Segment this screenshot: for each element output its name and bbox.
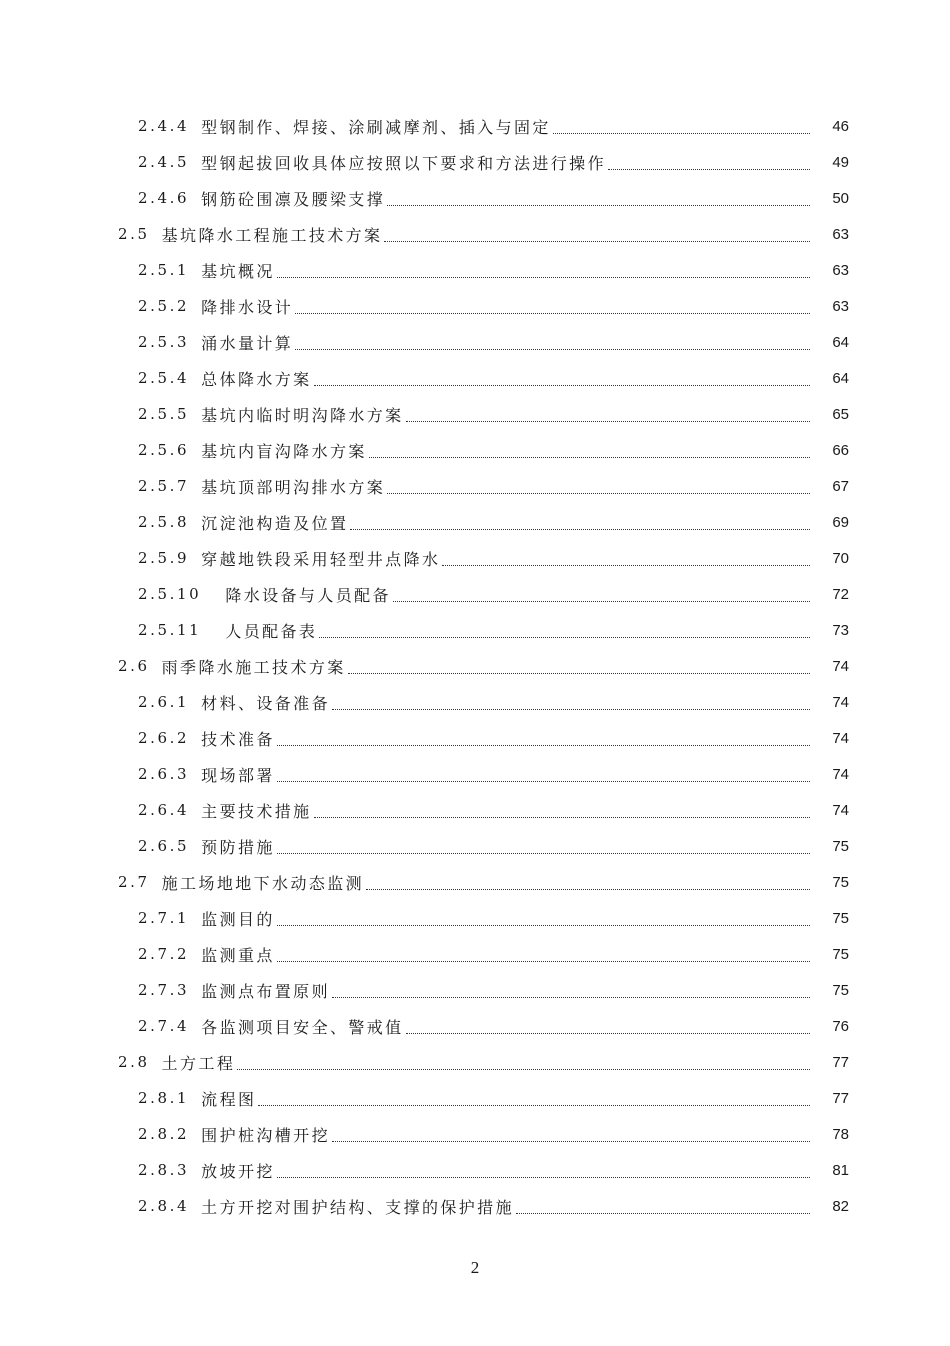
toc-entry-text [138,576,810,612]
toc-entry-text [138,540,810,576]
toc-section-title: 监测点布置原则 [201,981,330,1001]
toc-entry-text [138,1080,810,1116]
toc-entry[interactable] [0,792,950,828]
toc-section-number: 2.5.9 [138,549,190,567]
toc-dot-leader [442,555,810,566]
toc-section-title: 各监测项目安全、警戒值 [201,1017,404,1037]
toc-entry[interactable] [0,504,950,540]
toc-entry-text [138,900,810,936]
toc-section-title: 钢筋砼围凛及腰梁支撑 [201,189,386,209]
toc-dot-leader [387,195,810,206]
toc-section-title: 基坑顶部明沟排水方案 [201,477,386,497]
toc-entry[interactable] [0,432,950,468]
toc-section-number: 2.6.3 [138,765,190,783]
toc-page-number: 63 [832,261,849,279]
toc-section-title: 降排水设计 [201,297,294,317]
toc-page-number: 75 [832,945,849,963]
toc-dot-leader [387,483,810,494]
toc-section-number: 2.7.3 [138,981,190,999]
toc-dot-leader [295,339,810,350]
toc-page-number: 70 [832,549,849,567]
toc-section-number: 2.5.4 [138,369,190,387]
toc-page-number: 49 [832,153,849,171]
toc-section-title: 基坑内临时明沟降水方案 [201,405,404,425]
toc-section-number: 2.8.2 [138,1125,190,1143]
toc-entry[interactable] [0,1080,950,1116]
toc-section-title: 雨季降水施工技术方案 [161,657,346,677]
toc-entry[interactable] [0,576,950,612]
toc-entry[interactable] [0,900,950,936]
toc-entry-text [118,1044,810,1080]
toc-entry[interactable] [0,180,950,216]
toc-dot-leader [277,915,810,926]
toc-entry-text [138,360,810,396]
toc-section-title: 施工场地地下水动态监测 [161,873,365,893]
toc-entry[interactable] [0,684,950,720]
toc-section-title: 基坑内盲沟降水方案 [201,441,367,461]
toc-entry[interactable] [0,360,950,396]
toc-dot-leader [277,735,810,746]
toc-entry[interactable] [0,108,950,144]
toc-page-number: 72 [832,585,849,603]
toc-entry-text [138,792,810,828]
toc-dot-leader [366,879,810,890]
toc-entry[interactable] [0,648,950,684]
toc-section-number: 2.5.3 [138,333,190,351]
toc-section-number: 2.8.4 [138,1197,190,1215]
toc-dot-leader [314,807,810,818]
toc-dot-leader [332,1131,810,1142]
toc-entry-text [138,972,810,1008]
toc-entry-text [118,864,810,900]
toc-entry[interactable] [0,828,950,864]
toc-dot-leader [406,1023,810,1034]
toc-section-title: 穿越地铁段采用轻型井点降水 [201,549,441,569]
toc-entry[interactable] [0,1188,950,1224]
toc-dot-leader [319,627,810,638]
toc-dot-leader [369,447,810,458]
toc-page-number: 64 [832,333,849,351]
toc-page-number: 66 [832,441,849,459]
toc-entry[interactable] [0,216,950,252]
table-of-contents [0,108,950,1224]
toc-section-number: 2.8.3 [138,1161,190,1179]
toc-entry-text [138,936,810,972]
toc-dot-leader [393,591,810,602]
toc-entry-text [138,504,810,540]
toc-dot-leader [277,951,810,962]
toc-page-number: 74 [832,729,849,747]
toc-entry-text [138,468,810,504]
toc-page-number: 78 [832,1125,849,1143]
toc-section-number: 2.4.5 [138,153,190,171]
toc-entry-text [118,648,810,684]
toc-section-title: 围护桩沟槽开挖 [201,1125,330,1145]
toc-entry-text [138,288,810,324]
toc-section-number: 2.5.10 [138,585,202,603]
toc-section-number: 2.7.2 [138,945,190,963]
toc-entry-text [138,108,810,144]
toc-section-number: 2.6.4 [138,801,190,819]
toc-entry-text [138,1188,810,1224]
toc-entry[interactable] [0,396,950,432]
toc-entry[interactable] [0,1044,950,1080]
toc-entry[interactable] [0,288,950,324]
toc-entry[interactable] [0,324,950,360]
toc-section-title: 材料、设备准备 [201,693,330,713]
toc-entry[interactable] [0,1008,950,1044]
toc-entry-text [138,324,810,360]
toc-section-title: 降水设备与人员配备 [225,585,391,605]
toc-section-number: 2.5 [118,225,150,243]
toc-entry-text [138,180,810,216]
toc-page-number: 75 [832,981,849,999]
toc-section-number: 2.5.1 [138,261,190,279]
toc-entry[interactable] [0,540,950,576]
toc-dot-leader [332,987,810,998]
toc-page-number: 77 [832,1053,849,1071]
toc-entry-text [138,720,810,756]
toc-section-title: 现场部署 [201,765,275,785]
toc-entry-text [138,1152,810,1188]
toc-section-number: 2.6.5 [138,837,190,855]
toc-entry[interactable] [0,864,950,900]
toc-section-number: 2.6.2 [138,729,190,747]
toc-section-title: 监测重点 [201,945,275,965]
toc-section-title: 基坑概况 [201,261,275,281]
toc-section-title: 放坡开挖 [201,1161,275,1181]
toc-entry-text [138,252,810,288]
toc-section-number: 2.7.4 [138,1017,190,1035]
toc-dot-leader [350,519,810,530]
toc-page-number: 75 [832,873,849,891]
toc-dot-leader [258,1095,810,1106]
toc-section-number: 2.5.5 [138,405,190,423]
toc-entry-text [138,756,810,792]
toc-section-number: 2.7.1 [138,909,190,927]
toc-page-number: 74 [832,765,849,783]
toc-page-number: 64 [832,369,849,387]
toc-entry-text [138,612,810,648]
toc-page-number: 65 [832,405,849,423]
toc-entry[interactable] [0,1116,950,1152]
toc-section-number: 2.5.11 [138,621,202,639]
toc-entry[interactable] [0,612,950,648]
toc-dot-leader [553,123,810,134]
toc-dot-leader [516,1203,810,1214]
page-number: 2 [470,1258,480,1277]
toc-page-number: 63 [832,225,849,243]
toc-entry[interactable] [0,1152,950,1188]
toc-page-number: 76 [832,1017,849,1035]
toc-dot-leader [277,843,810,854]
toc-page-number: 75 [832,837,849,855]
toc-section-title: 基坑降水工程施工技术方案 [161,225,383,245]
toc-entry-text [138,144,810,180]
toc-section-title: 主要技术措施 [201,801,312,821]
toc-dot-leader [406,411,810,422]
toc-entry[interactable] [0,144,950,180]
toc-entry-text [138,1116,810,1152]
toc-page-number: 69 [832,513,849,531]
toc-section-number: 2.4.6 [138,189,190,207]
toc-section-number: 2.5.2 [138,297,190,315]
toc-page-number: 50 [832,189,849,207]
toc-section-number: 2.6 [118,657,150,675]
toc-section-title: 监测目的 [201,909,275,929]
toc-page-number: 74 [832,693,849,711]
toc-section-number: 2.7 [118,873,150,891]
toc-section-number: 2.8.1 [138,1089,190,1107]
toc-entry[interactable] [0,468,950,504]
toc-dot-leader [314,375,810,386]
toc-section-title: 总体降水方案 [201,369,312,389]
toc-entry-text [118,216,810,252]
toc-section-number: 2.5.7 [138,477,190,495]
toc-entry-text [138,396,810,432]
toc-dot-leader [277,1167,810,1178]
toc-section-title: 土方工程 [161,1053,236,1073]
toc-section-number: 2.5.8 [138,513,190,531]
toc-entry[interactable] [0,252,950,288]
toc-section-number: 2.6.1 [138,693,190,711]
toc-page-number: 74 [832,657,849,675]
toc-page-number: 82 [832,1197,849,1215]
toc-page-number: 46 [832,117,849,135]
toc-section-title: 技术准备 [201,729,275,749]
toc-section-title: 型钢起拔回收具体应按照以下要求和方法进行操作 [201,153,606,173]
toc-page-number: 67 [832,477,849,495]
toc-section-title: 预防措施 [201,837,275,857]
toc-dot-leader [295,303,810,314]
toc-entry-text [138,1008,810,1044]
toc-dot-leader [237,1059,810,1070]
toc-section-number: 2.4.4 [138,117,190,135]
toc-entry-text [138,684,810,720]
toc-section-title: 涌水量计算 [201,333,294,353]
toc-entry-text [138,828,810,864]
toc-dot-leader [608,159,810,170]
toc-section-number: 2.5.6 [138,441,190,459]
toc-page-number: 75 [832,909,849,927]
toc-page-number: 63 [832,297,849,315]
toc-page-number: 81 [832,1161,849,1179]
toc-section-title: 土方开挖对围护结构、支撑的保护措施 [201,1197,514,1217]
toc-dot-leader [384,231,810,242]
toc-dot-leader [332,699,810,710]
toc-section-title: 沉淀池构造及位置 [201,513,349,533]
toc-dot-leader [277,267,810,278]
toc-section-number: 2.8 [118,1053,150,1071]
toc-entry-text [138,432,810,468]
toc-entry[interactable] [0,720,950,756]
toc-dot-leader [277,771,810,782]
toc-section-title: 型钢制作、焊接、涂刷减摩剂、插入与固定 [201,117,551,137]
toc-section-title: 人员配备表 [225,621,318,641]
toc-entry[interactable] [0,756,950,792]
toc-section-title: 流程图 [201,1089,257,1109]
toc-page-number: 77 [832,1089,849,1107]
toc-entry[interactable] [0,936,950,972]
toc-entry[interactable] [0,972,950,1008]
toc-page-number: 74 [832,801,849,819]
toc-dot-leader [348,663,810,674]
toc-page-number: 73 [832,621,849,639]
